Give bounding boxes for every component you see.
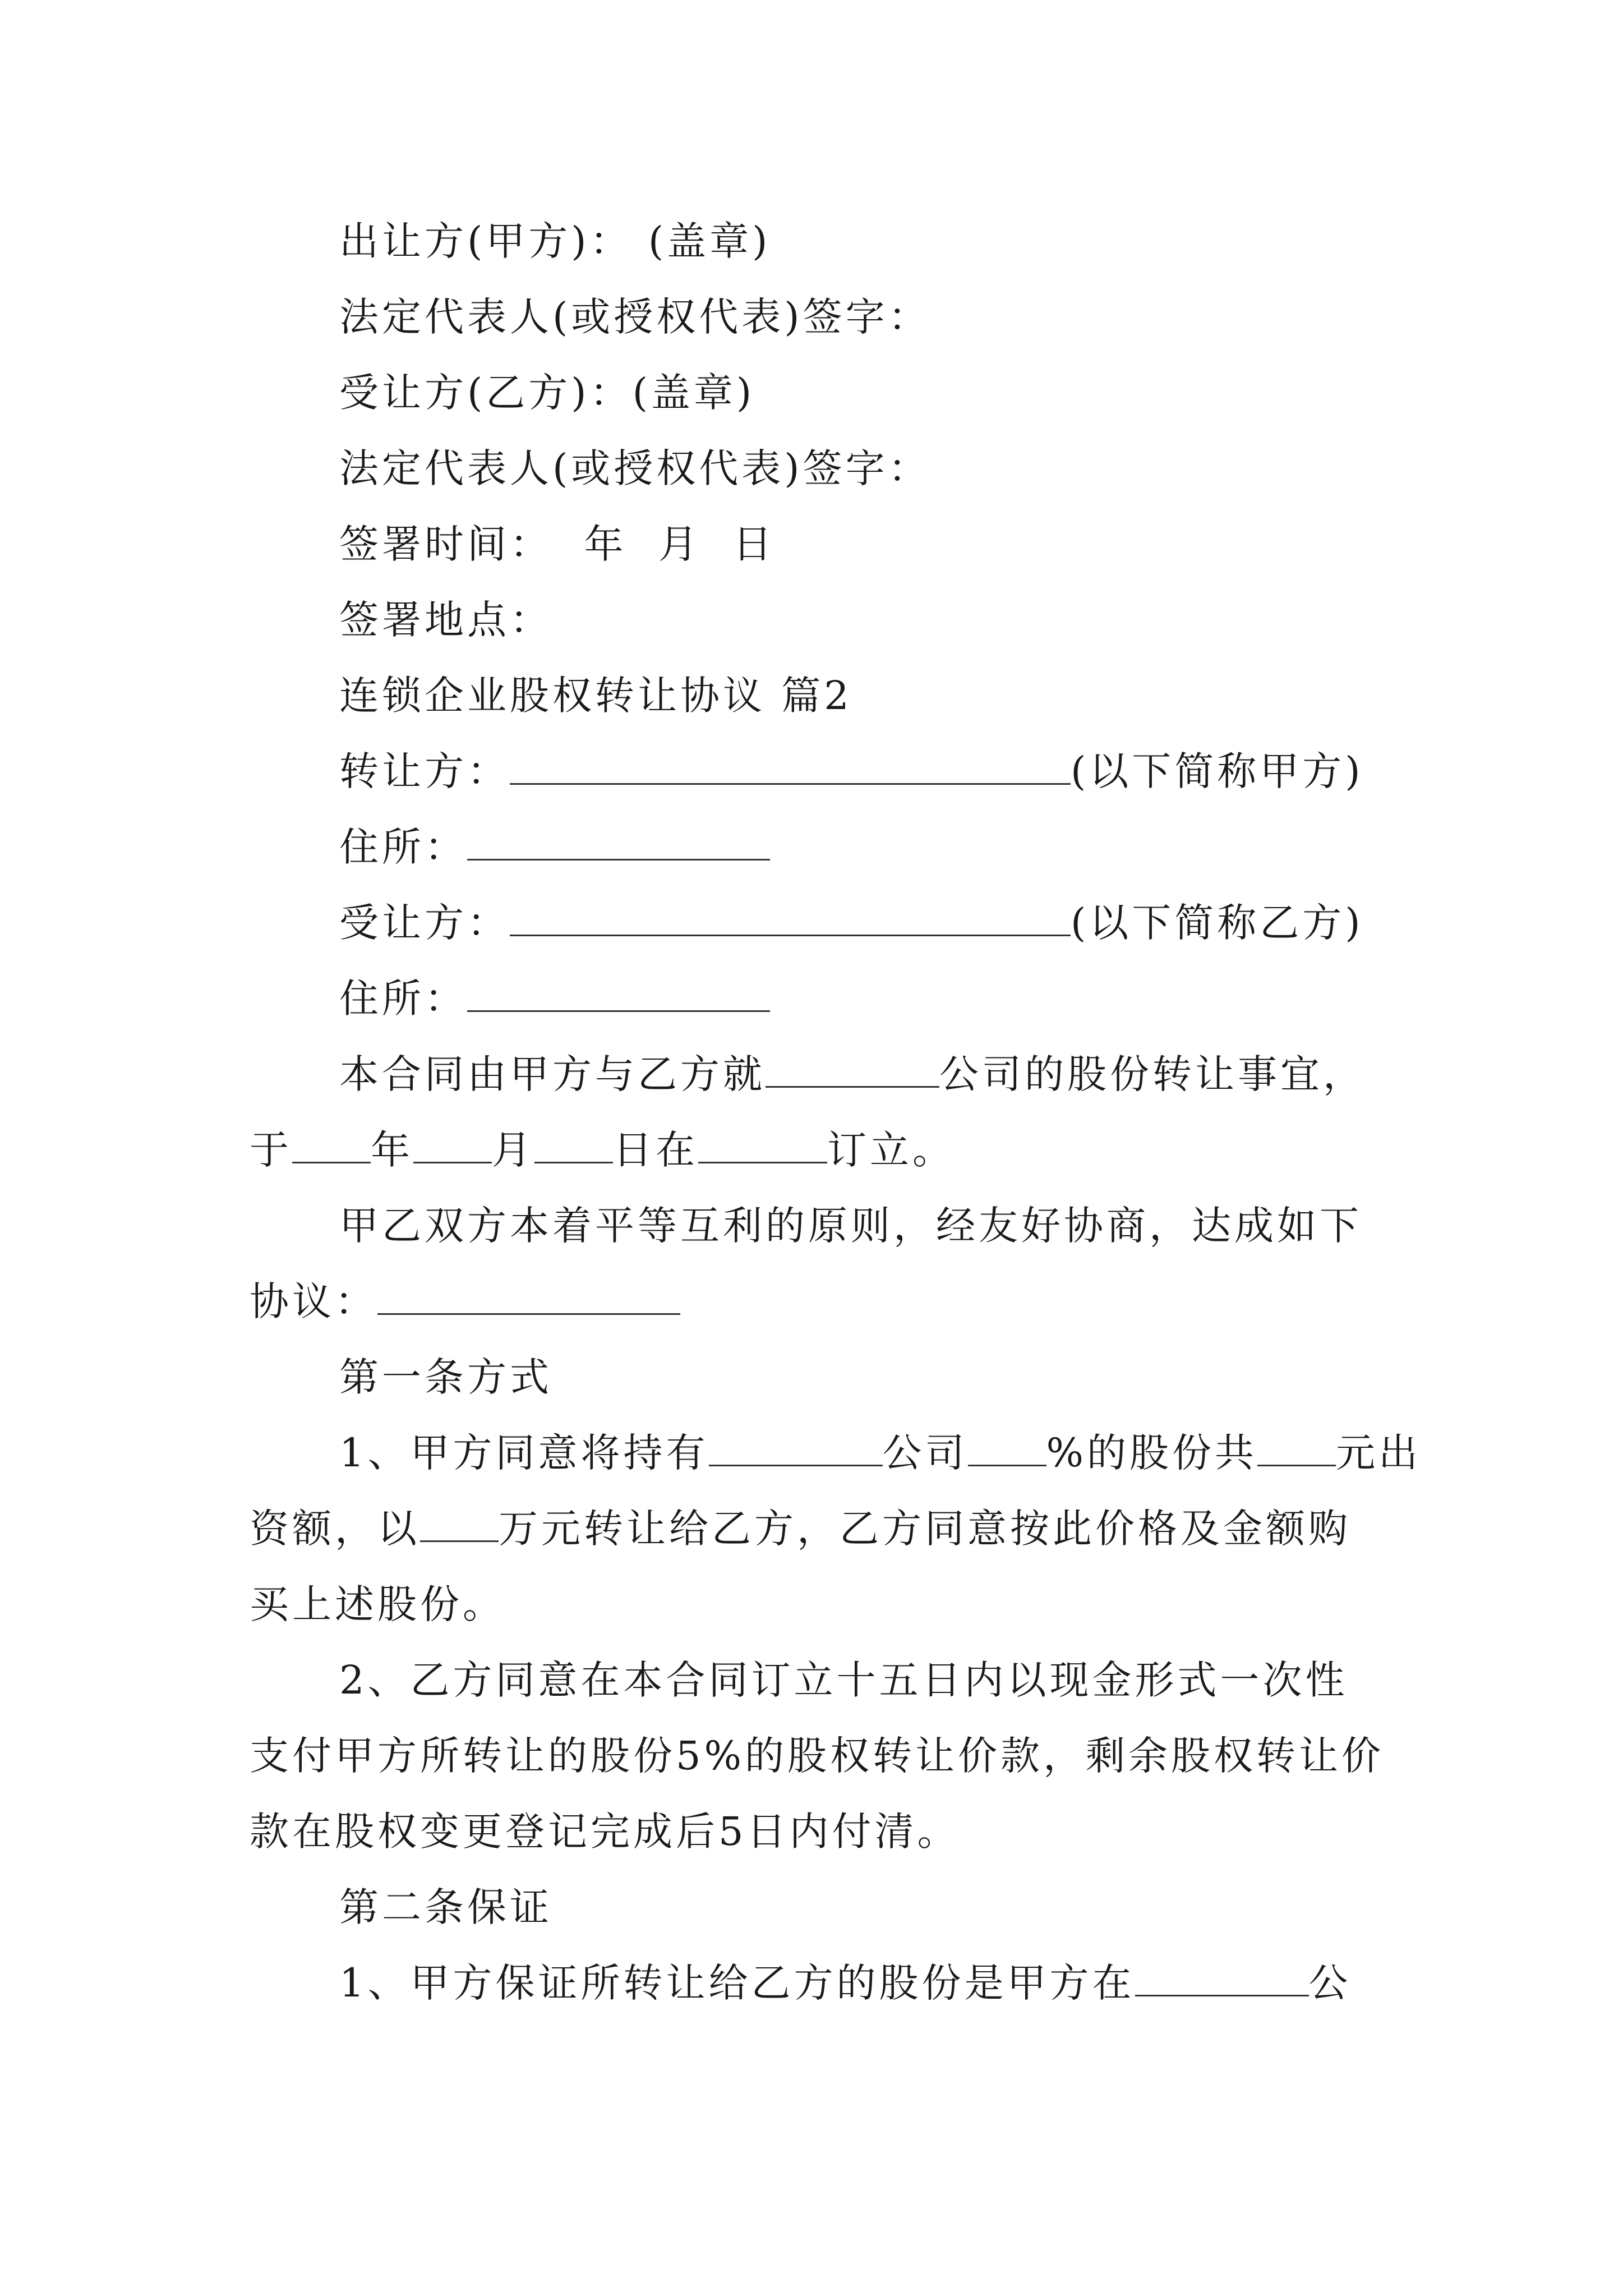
transferor-address-blank <box>467 822 770 861</box>
article-one-balance-text: 款在股权变更登记完成后5日内付清。 <box>250 1809 960 1855</box>
seller-rep-signature-line <box>339 292 931 342</box>
transferee-label: 受让方： <box>339 900 510 946</box>
month-blank <box>413 1125 492 1163</box>
signing-date-text: 签署时间： 年 月 日 <box>339 521 776 567</box>
article-one-price-text-b: 万元转让给乙方，乙方同意按此价格及金额购 <box>499 1506 1351 1552</box>
contract-intro-text-b: 公司的股份转让事宜， <box>939 1051 1366 1097</box>
contract-date-text-a: 于 <box>250 1127 292 1173</box>
article-one-item-one-text-b: 公司 <box>882 1430 968 1476</box>
month-label: 月 <box>492 1127 534 1173</box>
agreement-blank <box>377 1276 680 1315</box>
transferor-line <box>339 746 1364 797</box>
article-one-item-one-line <box>339 1428 1421 1478</box>
agreement-label: 协议： <box>250 1278 377 1324</box>
buyer-rep-signature-line <box>339 443 931 494</box>
article-one-payment-line <box>250 1731 1384 1781</box>
year-label: 年 <box>371 1127 413 1173</box>
year-blank <box>292 1125 371 1163</box>
seller-rep-signature-text: 法定代表人(或授权代表)签字： <box>339 294 931 340</box>
guarantee-company-blank <box>1135 1958 1309 1996</box>
article-two-heading <box>339 1882 552 1932</box>
section-title-text: 连锁企业股权转让协议 篇2 <box>339 673 852 719</box>
article-one-heading <box>339 1352 552 1402</box>
transferee-address-blank <box>467 973 770 1012</box>
article-two-item-one-line <box>339 1958 1352 2008</box>
day-label: 日在 <box>613 1127 698 1173</box>
article-one-item-one-text-a: 1、甲方同意将持有 <box>339 1430 709 1476</box>
transferor-label: 转让方： <box>339 748 510 794</box>
agreement-line <box>250 1276 680 1327</box>
article-one-price-text-a: 资额，以 <box>250 1506 420 1552</box>
article-one-purchase-text: 买上述股份。 <box>250 1581 505 1627</box>
percent-blank <box>968 1428 1046 1466</box>
seller-seal-text: 出让方(甲方)： (盖章) <box>339 218 771 264</box>
article-one-price-line <box>250 1503 1351 1554</box>
transferee-line <box>339 898 1364 948</box>
transferor-address-label: 住所： <box>339 824 467 870</box>
article-two-item-one-text-a: 1、甲方保证所转让给乙方的股份是甲方在 <box>339 1960 1135 2006</box>
contract-intro-text-a: 本合同由甲方与乙方就 <box>339 1051 766 1097</box>
article-one-item-two-line <box>339 1655 1348 1705</box>
signing-place-text: 签署地点： <box>339 597 552 643</box>
contract-date-text-end: 订立。 <box>827 1127 955 1173</box>
held-company-blank <box>709 1428 883 1466</box>
transferee-address-label: 住所： <box>339 976 467 1022</box>
place-blank <box>698 1125 827 1163</box>
transferor-address-line <box>339 822 770 872</box>
article-one-item-one-text-c: %的股份共 <box>1046 1430 1258 1476</box>
transferor-blank <box>510 746 1071 785</box>
agreement-principle-text: 甲乙双方本着平等互利的原则，经友好协商，达成如下 <box>339 1203 1362 1249</box>
article-one-heading-text: 第一条方式 <box>339 1354 552 1400</box>
article-one-payment-text: 支付甲方所转让的股份5%的股权转让价款，剩余股权转让价 <box>250 1733 1385 1779</box>
signing-place-line <box>339 595 552 645</box>
capital-blank <box>1257 1428 1336 1466</box>
transferee-blank <box>510 898 1071 936</box>
buyer-seal-text: 受让方(乙方)：(盖章) <box>339 370 755 416</box>
article-one-purchase-line <box>250 1579 505 1630</box>
article-one-item-one-text-d: 元出 <box>1336 1430 1422 1476</box>
article-two-item-one-text-b: 公 <box>1308 1960 1352 2006</box>
buyer-seal-line <box>339 367 755 418</box>
price-blank <box>420 1503 499 1542</box>
company-name-blank <box>766 1049 939 1088</box>
signing-date-line <box>339 519 776 569</box>
article-one-balance-line <box>250 1806 960 1857</box>
transferee-address-line <box>339 973 770 1024</box>
article-one-item-two-text: 2、乙方同意在本合同订立十五日内以现金形式一次性 <box>339 1657 1348 1703</box>
day-blank <box>534 1125 613 1163</box>
contract-date-line <box>250 1125 955 1175</box>
agreement-principle-line <box>339 1200 1362 1251</box>
seller-seal-line <box>339 216 771 266</box>
article-two-heading-text: 第二条保证 <box>339 1884 552 1930</box>
transferee-abbrev: (以下简称乙方) <box>1071 900 1364 946</box>
buyer-rep-signature-text: 法定代表人(或授权代表)签字： <box>339 445 931 491</box>
transferor-abbrev: (以下简称甲方) <box>1071 748 1364 794</box>
contract-intro-line <box>339 1049 1366 1099</box>
section-title <box>339 670 852 721</box>
